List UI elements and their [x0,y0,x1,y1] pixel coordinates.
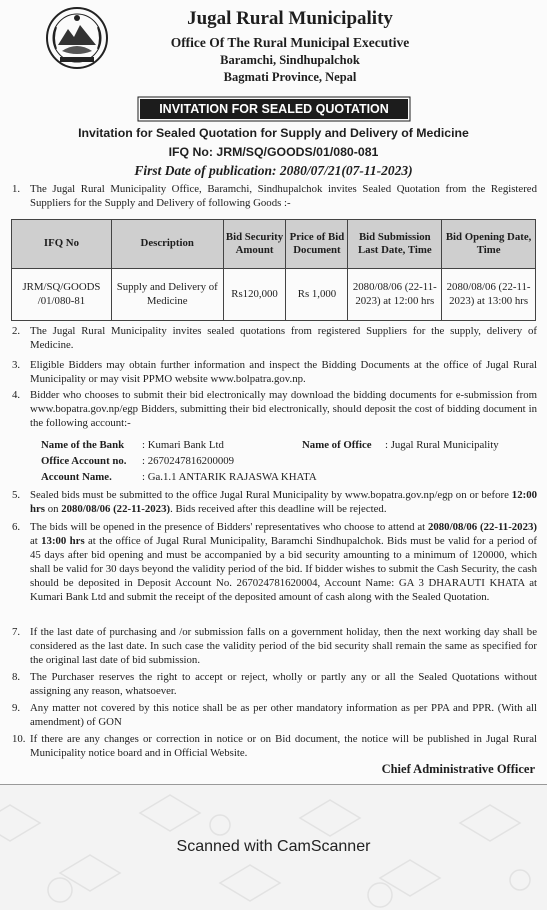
office-title: Office Of The Rural Municipal Executive [170,35,410,50]
clause-6 [12,520,537,604]
notice-banner: INVITATION FOR SEALED QUOTATION [140,99,408,119]
clause-2 [12,324,537,352]
account-name-label: Account Name. [41,471,112,483]
cell-ifq-no: JRM/SQ/GOODS /01/080-81 [12,269,112,321]
office-name-label: Name of Office [302,439,372,451]
clause-number: 7. [12,626,21,638]
clause-number: 10. [12,733,26,745]
clause-number: 8. [12,671,21,683]
clause-text: If the last date of purchasing and /or submission falls on a government holiday, then the next working day shall be considered as the last date. In such case the validity period of the bid security shall remain the same as specified for the original last date of bid submission. [30,626,537,666]
account-no-label: Office Account no. [41,455,127,467]
bank-name-value: : Kumari Bank Ltd [142,439,224,451]
nepal-emblem-icon [44,5,110,71]
col-header-price: Price of Bid Document [286,220,348,269]
clause-text: Bidder who chooses to submit their bid electronically may download the bidding documents for e-submission from www.bopatra.gov.np/egp Bidders, submitting their bid electronically, should deposit the cost of bidding document in the following account:- [30,389,537,429]
cell-submission: 2080/08/06 (22-11-2023) at 12:00 hrs [348,269,442,321]
clause-number: 2. [12,325,21,337]
cell-bid-security: Rs120,000 [223,269,286,321]
clause-text: The Jugal Rural Municipality invites sealed quotations from registered Suppliers for the supply, delivery of Medicine. [30,325,537,351]
cell-opening: 2080/08/06 (22-11-2023) at 13:00 hrs [442,269,536,321]
clause-number: 4. [12,389,21,401]
clause-text: The Jugal Rural Municipality Office, Baramchi, Sindhupalchok invites Sealed Quotation from the Registered Suppliers for the Supply and Delivery of following Goods :- [30,183,537,209]
table-row [12,269,536,321]
bid-table [11,219,536,321]
clause-9 [12,701,537,729]
clause-number: 5. [12,489,21,501]
clause-text: Any matter not covered by this notice shall be as per other mandatory information as per PPA and PPR. (With all amendment) of GON [30,702,537,728]
office-name-value: : Jugal Rural Municipality [385,439,499,451]
clause-number: 3. [12,359,21,371]
col-header-ifq-no: IFQ No [12,220,112,269]
bank-name-label: Name of the Bank [41,439,125,451]
col-header-submission: Bid Submission Last Date, Time [348,220,442,269]
clause-7 [12,625,537,667]
municipality-title: Jugal Rural Municipality [187,8,393,29]
col-header-bid-security: Bid Security Amount [223,220,286,269]
col-header-description: Description [111,220,223,269]
account-no-value: : 2670247816200009 [142,455,235,467]
account-name-value: : Ga.1.1 ANTARIK RAJASWA KHATA [142,471,317,483]
clause-10 [12,732,537,760]
clause-number: 1. [12,183,21,195]
clause-text: Sealed bids must be submitted to the office Jugal Rural Municipality by www.bopatra.gov.np/egp on or before 12:00 hrs on 2080/08/06 (22-11-2023). Bids received after this deadline will be rejected. [30,489,537,515]
ifq-number: IFQ No: JRM/SQ/GOODS/01/080-081 [168,145,379,159]
clause-text: Eligible Bidders may obtain further information and inspect the Bidding Documents at the office of Jugal Rural Municipality or may visit PPMO website www.bolpatra.gov.np. [30,359,537,385]
notice-subject: Invitation for Sealed Quotation for Supply and Delivery of Medicine [78,126,469,140]
cell-description: Supply and Delivery of Medicine [111,269,223,321]
clause-number: 9. [12,702,21,714]
clause-text: The bids will be opened in the presence of Bidders' representatives who choose to attend at 2080/08/06 (22-11-2023) at 13:00 hrs at the office of Jugal Rural Municipality, Baramchi Sindhupalchok. Bids must be valid for a period of 45 days after bid opening and must be accompanied by a bid security amounting to a minimum of 120000, which shall be valid for 30 days beyond the validity period of the bid. If bidder wishes to submit the Cash Security, the cash should be deposited in Deposit Account No. 267024781620004, Account Name: GA 3 DHARAUTI KHATA at Kumari Bank Ltd and submit the receipt of the deposited amount of cash along with the Sealed Quotation. [30,521,537,603]
clause-text: If there are any changes or correction in notice or on Bid document, the notice will be published in Jugal Rural Municipality notice board and in Official Website. [30,733,537,759]
office-address: Baramchi, Sindhupalchok [220,53,360,67]
table-header-row [12,220,536,269]
clause-3 [12,358,537,386]
clause-1 [12,182,537,210]
cell-price: Rs 1,000 [286,269,348,321]
signoff: Chief Administrative Officer [381,762,535,776]
clause-8 [12,670,537,698]
publication-date: First Date of publication: 2080/07/21(07-11-2023) [134,163,413,178]
clause-number: 6. [12,521,21,533]
office-province: Bagmati Province, Nepal [223,70,357,84]
scanner-footer-text: Scanned with CamScanner [176,838,371,855]
clause-5 [12,488,537,516]
col-header-opening: Bid Opening Date, Time [442,220,536,269]
clause-text: The Purchaser reserves the right to accept or reject, wholly or partly any or all the Sealed Quotations without assigning any reason, whatsoever. [30,671,537,697]
clause-4 [12,388,537,430]
